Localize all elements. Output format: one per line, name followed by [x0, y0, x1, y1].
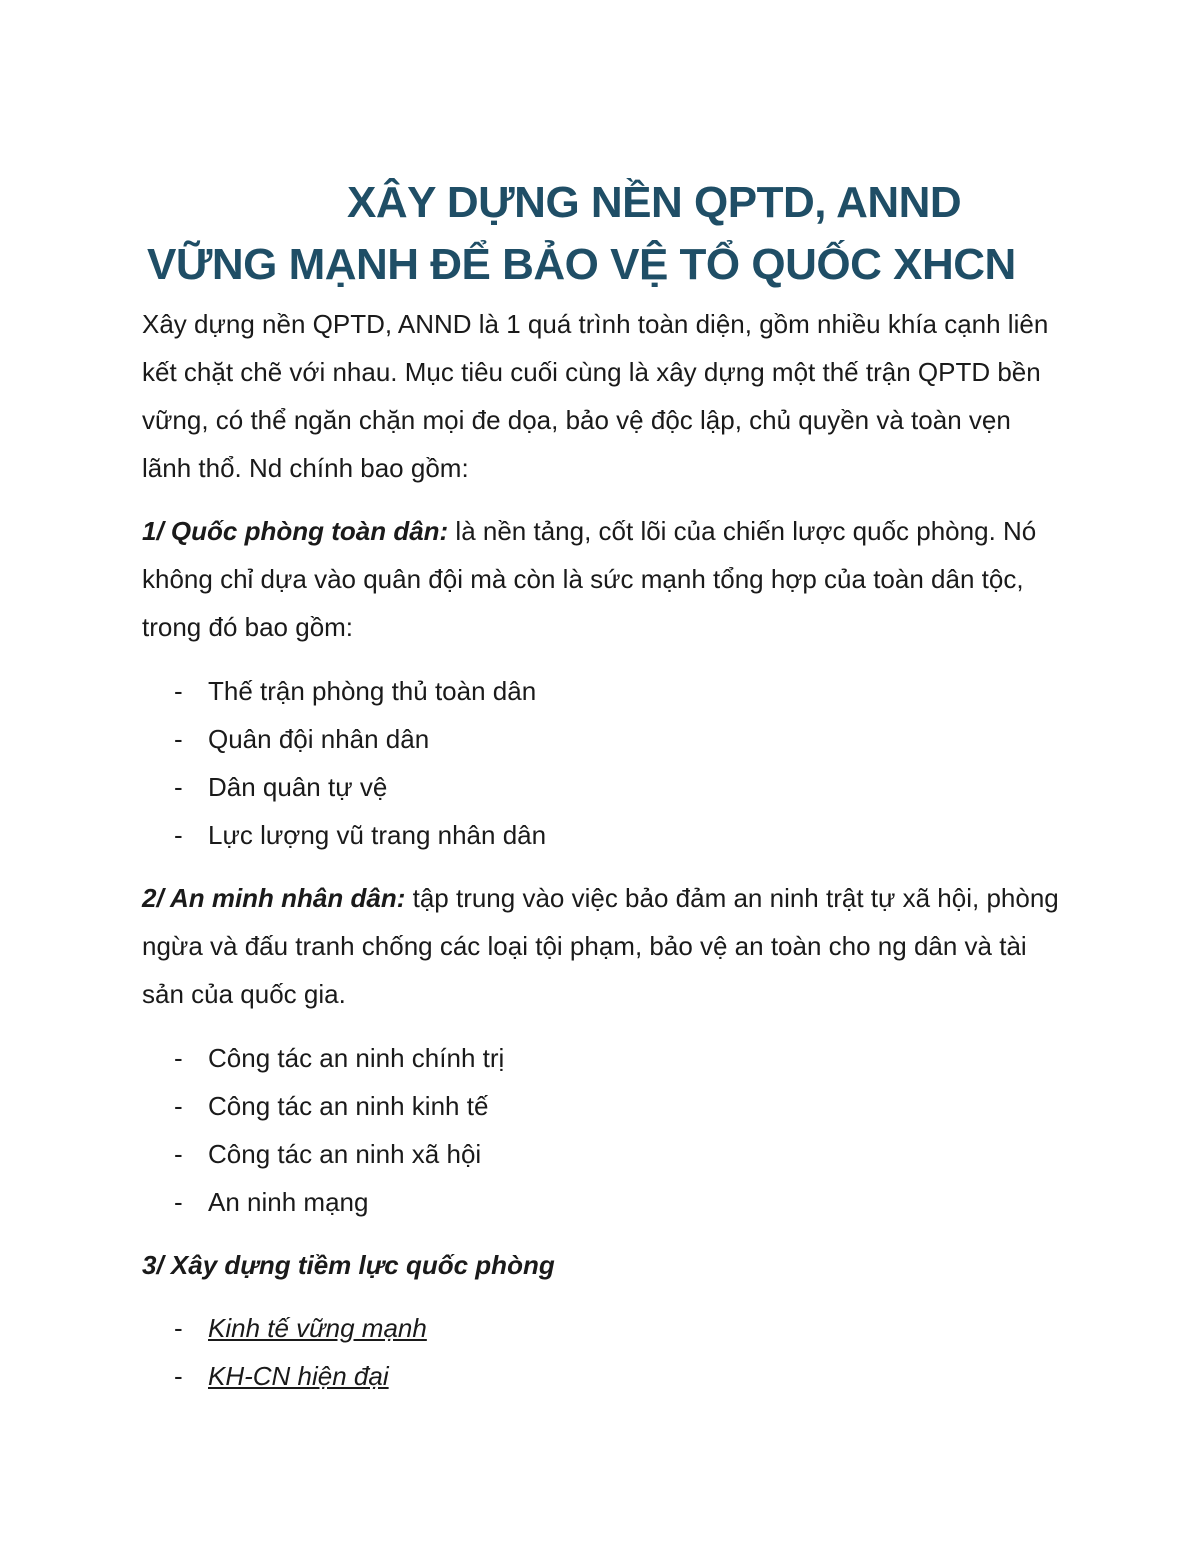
list-item	[142, 1352, 1062, 1400]
bullet-dash: -	[174, 1091, 183, 1121]
list-item-text: Kinh tế vững mạnh	[208, 1313, 427, 1343]
section-2-paragraph	[142, 874, 1062, 1018]
bullet-dash: -	[174, 1043, 183, 1073]
list-item	[142, 1082, 1062, 1130]
list-item	[142, 811, 1062, 859]
list-item	[142, 715, 1062, 763]
list-item-text: Lực lượng vũ trang nhân dân	[208, 820, 547, 850]
section-1-heading: 1/ Quốc phòng toàn dân:	[142, 516, 449, 546]
section-2-text: tập trung vào việc bảo đảm an ninh trật tự xã hội, phòng ngừa và đấu tranh chống các loại tội phạm, bảo vệ an toàn cho ng dân và tài sản của quốc gia.	[142, 883, 1059, 1009]
list-item	[142, 1178, 1062, 1226]
section-3-paragraph	[142, 1241, 1062, 1289]
document-body	[142, 300, 1062, 1415]
bullet-dash: -	[174, 1187, 183, 1217]
list-item	[142, 1130, 1062, 1178]
bullet-dash: -	[174, 820, 183, 850]
section-1-paragraph	[142, 507, 1062, 651]
bullet-dash: -	[174, 772, 183, 802]
section-1-text: là nền tảng, cốt lõi của chiến lược quốc phòng. Nó không chỉ dựa vào quân đội mà còn là sức mạnh tổng hợp của toàn dân tộc, trong đó bao gồm:	[142, 516, 1037, 642]
document-title-line-1: XÂY DỰNG NỀN QPTD, ANND	[347, 178, 962, 227]
bullet-dash: -	[174, 724, 183, 754]
list-item-text: Thế trận phòng thủ toàn dân	[208, 676, 537, 706]
section-3-heading: 3/ Xây dựng tiềm lực quốc phòng	[142, 1250, 555, 1280]
bullet-dash: -	[174, 1313, 183, 1343]
document-title-line-2: VỮNG MẠNH ĐỂ BẢO VỆ TỔ QUỐC XHCN	[147, 240, 1016, 289]
bullet-dash: -	[174, 1361, 183, 1391]
list-item	[142, 667, 1062, 715]
list-item-text: Dân quân tự vệ	[208, 772, 388, 802]
list-item-text: An ninh mạng	[208, 1187, 369, 1217]
list-item	[142, 763, 1062, 811]
list-item	[142, 1304, 1062, 1352]
list-item-text: Công tác an ninh xã hội	[208, 1139, 482, 1169]
list-item	[142, 1034, 1062, 1082]
list-item-text: KH-CN hiện đại	[208, 1361, 389, 1391]
bullet-dash: -	[174, 676, 183, 706]
section-2-list	[142, 1034, 1062, 1226]
section-3-list	[142, 1304, 1062, 1400]
list-item-text: Công tác an ninh kinh tế	[208, 1091, 489, 1121]
intro-paragraph: Xây dựng nền QPTD, ANND là 1 quá trình toàn diện, gồm nhiều khía cạnh liên kết chặt chẽ với nhau. Mục tiêu cuối cùng là xây dựng một thế trận QPTD bền vững, có thể ngăn chặn mọi đe dọa, bảo vệ độc lập, chủ quyền và toàn vẹn lãnh thổ. Nd chính bao gồm:	[142, 309, 1049, 483]
list-item-text: Công tác an ninh chính trị	[208, 1043, 505, 1073]
section-1-list	[142, 667, 1062, 859]
bullet-dash: -	[174, 1139, 183, 1169]
list-item-text: Quân đội nhân dân	[208, 724, 430, 754]
section-2-heading: 2/ An minh nhân dân:	[142, 883, 406, 913]
